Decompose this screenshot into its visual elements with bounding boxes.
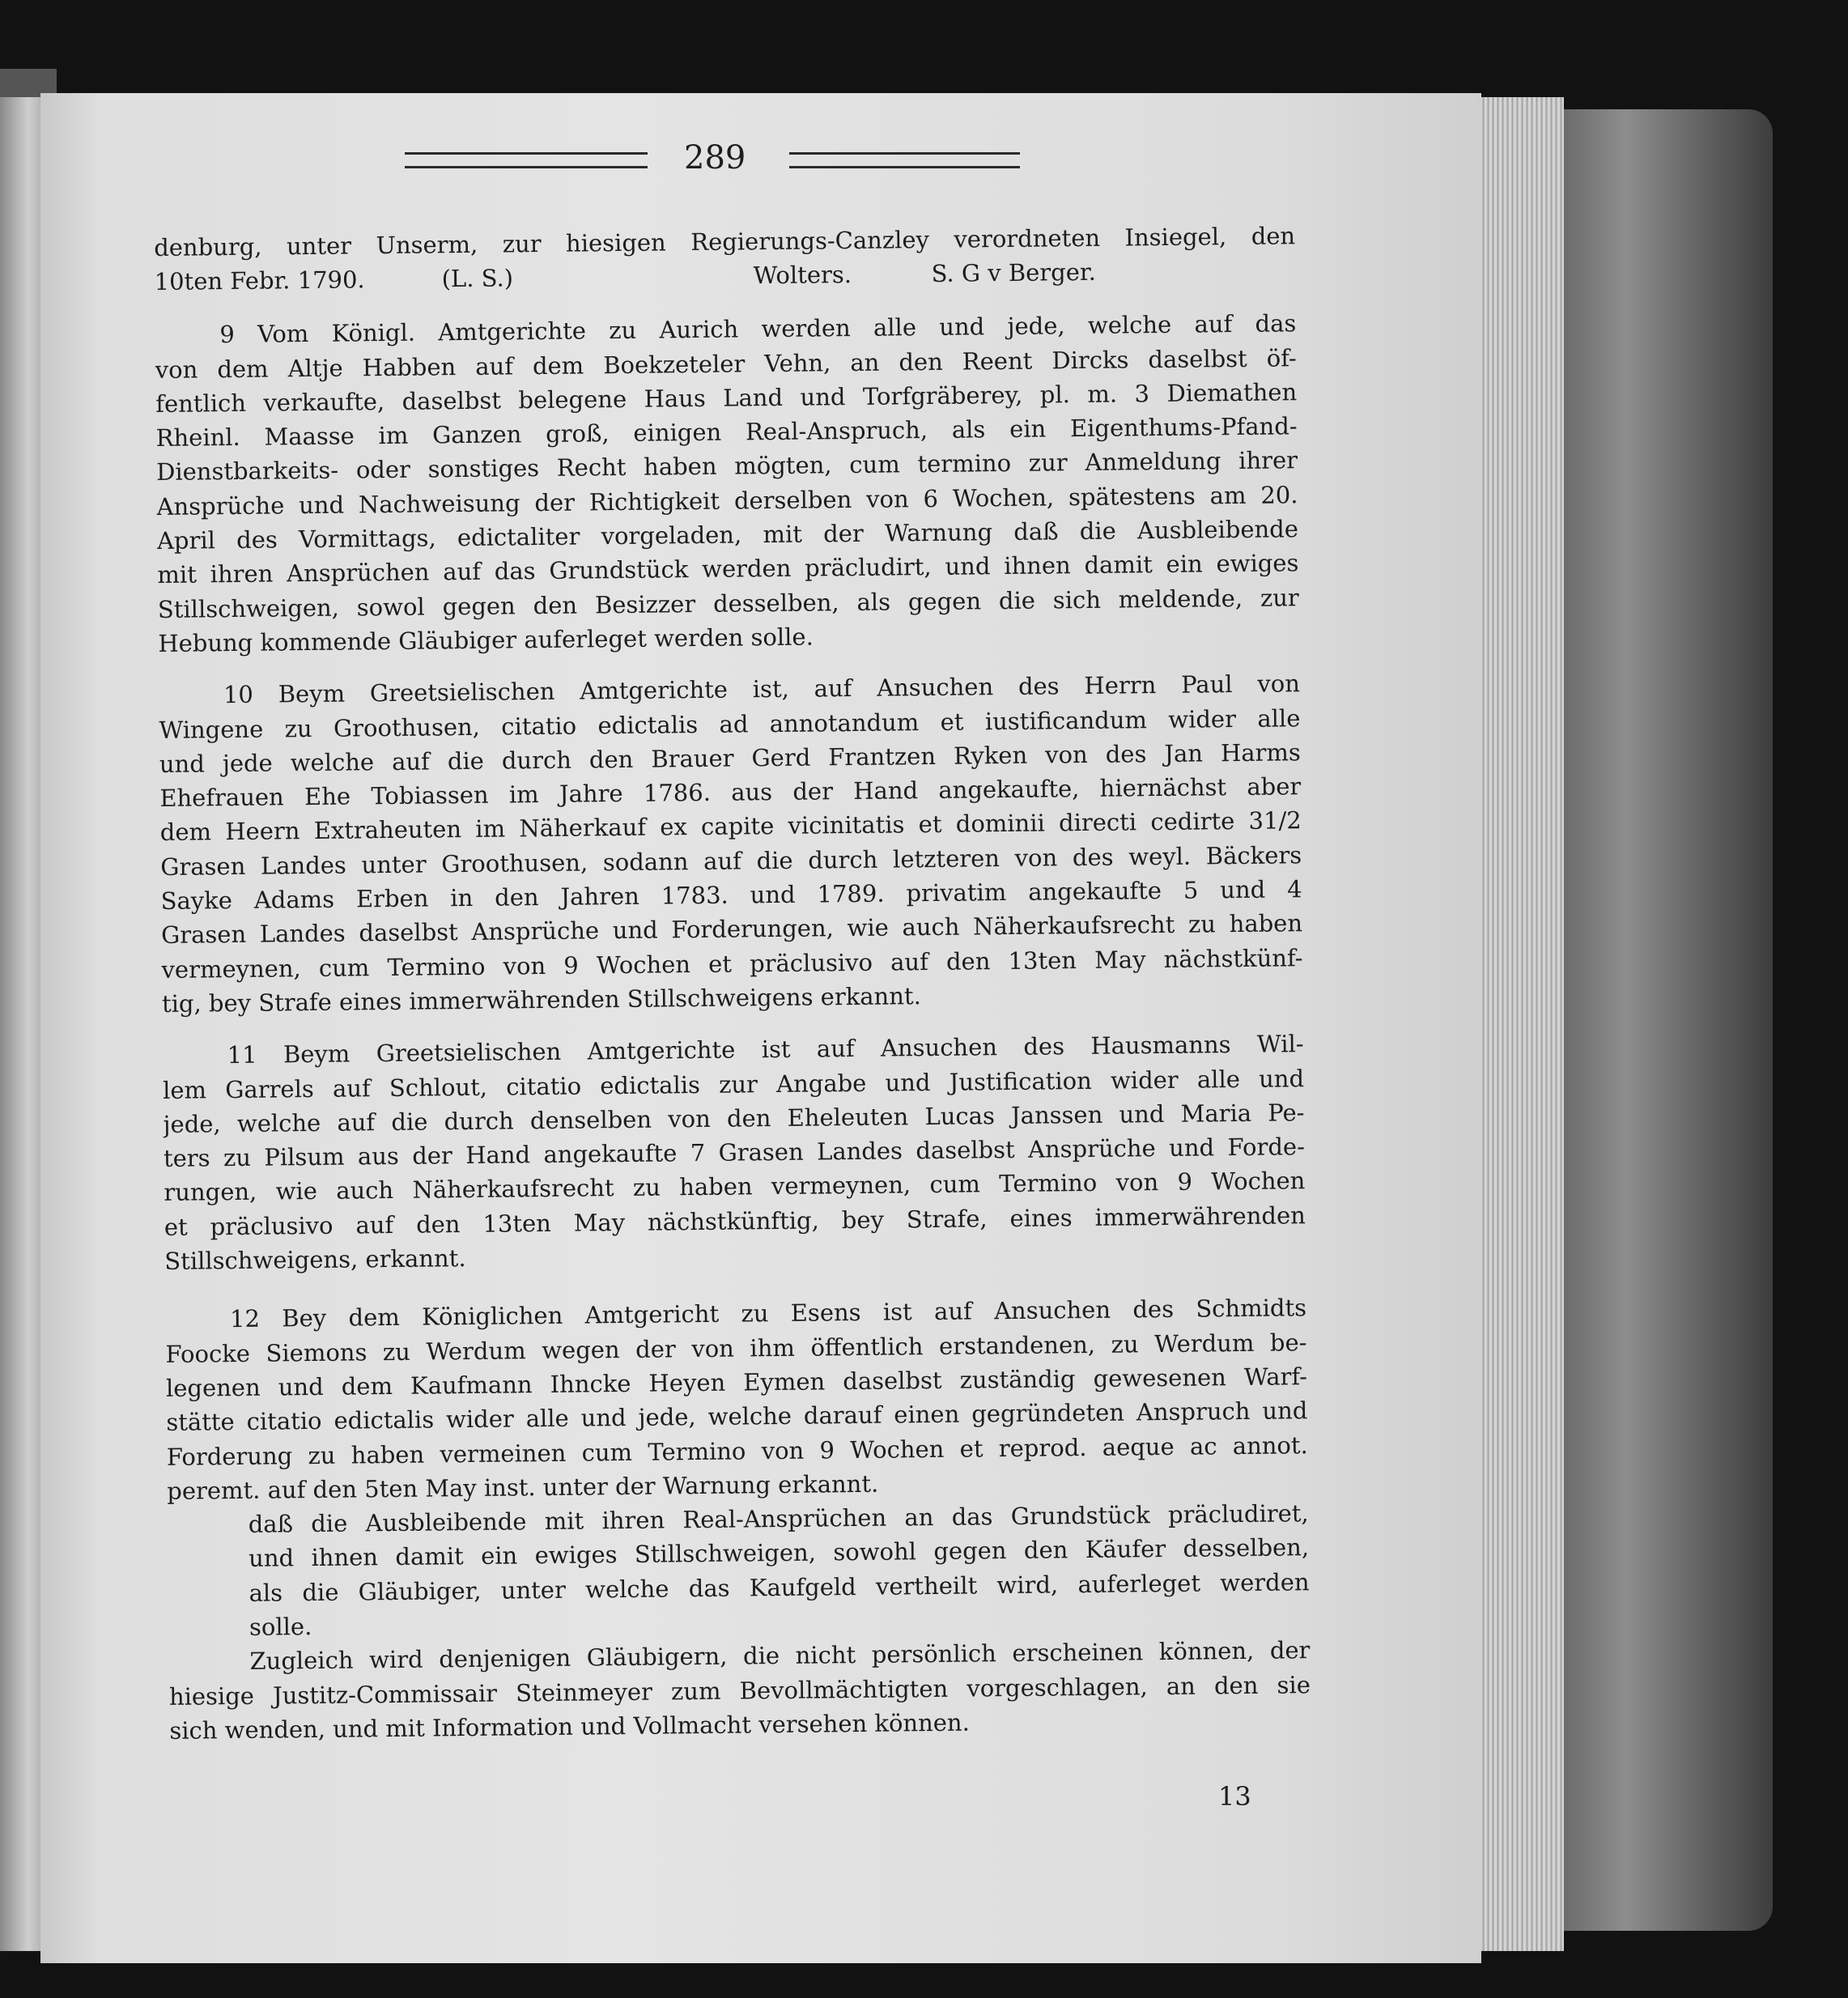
- paragraph-line: Grasen Landes unter Groothusen, sodann auf die durch letzteren von des weyl. Bäckers: [160, 840, 1302, 881]
- paragraph-line: stätte citatio edictalis wider alle und jede, welche darauf einen gegründeten Anspruch und: [166, 1396, 1308, 1437]
- paragraph-line: vermeynen, cum Termino von 9 Wochen et präclusivo auf den 13ten May nächstkünf-: [161, 943, 1303, 984]
- paragraph-line: Forderung zu haben vermeinen cum Termino von 9 Wochen et reprod. aeque ac annot.: [166, 1430, 1308, 1471]
- paragraph-line: legenen und dem Kaufmann Ihncke Heyen Eymen daselbst zuständig gewesenen Warf-: [165, 1362, 1308, 1402]
- warning-line: als die Gläubiger, unter welche das Kaufgeld vertheilt wird, auferleget werden: [249, 1567, 1310, 1607]
- page-edges: [1475, 97, 1564, 1951]
- paragraph-line: 9 Vom Königl. Amtgerichte zu Aurich werden alle und jede, welche auf das: [219, 309, 1297, 349]
- paragraph-line: Hebung kommende Gläubiger auferleget werden solle.: [158, 623, 814, 657]
- paragraph-line: und jede welche auf die durch den Brauer Gerd Frantzen Ryken von des Jan Harms: [159, 738, 1302, 778]
- paragraph-line: Stillschweigens, erkannt.: [164, 1244, 466, 1275]
- paragraph-9: [155, 307, 1299, 661]
- warning-line: daß die Ausbleibende mit ihren Real-Ansprüchen an das Grundstück präcludiret,: [248, 1499, 1309, 1538]
- intro-line-1: denburg, unter Unserm, zur hiesigen Regierungs-Canzley verordneten Insiegel, den: [154, 222, 1296, 261]
- paragraph-line: Sayke Adams Erben in den Jahren 1783. und 1789. privatim angekaufte 5 und 4: [160, 875, 1302, 916]
- notice-line: Zugleich wird denjenigen Gläubigern, die nicht persönlich erscheinen können, der: [249, 1636, 1311, 1676]
- paragraph-line: rungen, wie auch Näherkaufsrecht zu haben vermeynen, cum Termino von 9 Wochen: [164, 1167, 1306, 1207]
- body-text: [154, 219, 1311, 1748]
- paragraph-line: Stillschweigen, sowol gegen den Besizzer desselben, als gegen die sich meldende, zur: [157, 583, 1299, 623]
- signer-berger: S. G v Berger.: [931, 258, 1096, 288]
- paragraph-line: tig, bey Strafe eines immerwährenden Stillschweigens erkannt.: [161, 982, 921, 1018]
- paragraph-line: 10 Beym Greetsielischen Amtgerichte ist, auf Ansuchen des Herrn Paul von: [223, 670, 1301, 709]
- page-number: 289: [684, 139, 746, 176]
- paragraph-line: Ansprüche und Nachweisung der Richtigkeit derselben von 6 Wochen, spätestens am 20.: [156, 480, 1298, 521]
- paragraph-line: 11 Beym Greetsielischen Amtgerichte ist auf Ansuchen des Hausmanns Wil-: [227, 1030, 1304, 1069]
- header-rule-left: [405, 152, 648, 168]
- signer-wolters: Wolters.: [753, 261, 852, 290]
- paragraph-line: dem Heern Extraheuten im Näherkauf ex capite vicinitatis et dominii directi cedirte 31/2: [159, 806, 1302, 847]
- paragraph-10: [159, 666, 1303, 1021]
- paragraph-line: Grasen Landes daselbst Ansprüche und Forderungen, wie auch Näherkaufsrecht zu haben: [160, 909, 1303, 950]
- paragraph-line: fentlich verkaufte, daselbst belegene Haus Land und Torfgräberey, pl. m. 3 Diemathen: [155, 378, 1298, 418]
- header-rule-right: [789, 152, 1020, 168]
- paragraph-line: von dem Altje Habben auf dem Boekzeteler Vehn, an den Reent Dircks daselbst öf-: [155, 343, 1297, 384]
- catchword: 13: [1218, 1781, 1251, 1812]
- book-cover-spine: [1562, 109, 1773, 1931]
- paragraph-line: et präclusivo auf den 13ten May nächstkünftig, bey Strafe, eines immerwährenden: [164, 1201, 1306, 1241]
- paragraph-11: [162, 1027, 1306, 1278]
- paragraph-line: Dienstbarkeits- oder sonstiges Recht haben mögten, cum termino zur Anmeldung ihrer: [155, 446, 1298, 487]
- paragraph-line: 12 Bey dem Königlichen Amtgericht zu Esens ist auf Ansuchen des Schmidts: [229, 1294, 1307, 1333]
- paragraph-line: Rheinl. Maasse im Ganzen groß, einigen Real-Anspruch, als ein Eigenthums-Pfand-: [155, 412, 1298, 453]
- seal-mark: (L. S.): [441, 264, 514, 293]
- paragraph-line: mit ihren Ansprüchen auf das Grundstück werden präcludirt, und ihnen damit ein ewiges: [157, 549, 1299, 589]
- paragraph-line: Wingene zu Groothusen, citatio edictalis ad annotandum et iustificandum wider alle: [159, 704, 1301, 744]
- page-header: [405, 139, 1028, 180]
- notice-line: hiesige Justitz-Commissair Steinmeyer zum Bevollmächtigten vorgeschlagen, an den sie: [168, 1670, 1311, 1711]
- paragraph-line: ters zu Pilsum aus der Hand angekaufte 7 Grasen Landes daselbst Ansprüche und Forde-: [163, 1133, 1306, 1173]
- date-line: 10ten Febr. 1790.: [154, 266, 365, 296]
- warning-line: und ihnen damit ein ewiges Stillschweigen, sowohl gegen den Käufer desselben,: [249, 1533, 1310, 1573]
- paragraph-line: peremt. auf den 5ten May inst. unter der Warnung erkannt.: [167, 1469, 879, 1505]
- paragraph-line: Foocke Siemons zu Werdum wegen der von ihm öffentlich erstandenen, zu Werdum be-: [165, 1328, 1307, 1368]
- warning-line: solle.: [249, 1613, 312, 1641]
- paragraph-line: April des Vormittags, edictaliter vorgeladen, mit der Warnung daß die Ausbleibende: [156, 515, 1299, 555]
- paragraph-line: lem Garrels auf Schlout, citatio edictalis zur Angabe und Justification wider alle und: [162, 1064, 1305, 1104]
- notice-line: sich wenden, und mit Information und Vollmacht versehen können.: [169, 1708, 971, 1745]
- paragraph-line: Ehefrauen Ehe Tobiassen im Jahre 1786. aus der Hand angekaufte, hiernächst aber: [159, 772, 1302, 813]
- paragraph-line: jede, welche auf die durch denselben von den Eheleuten Lucas Janssen und Maria Pe-: [163, 1099, 1305, 1138]
- paragraph-12: [165, 1290, 1311, 1748]
